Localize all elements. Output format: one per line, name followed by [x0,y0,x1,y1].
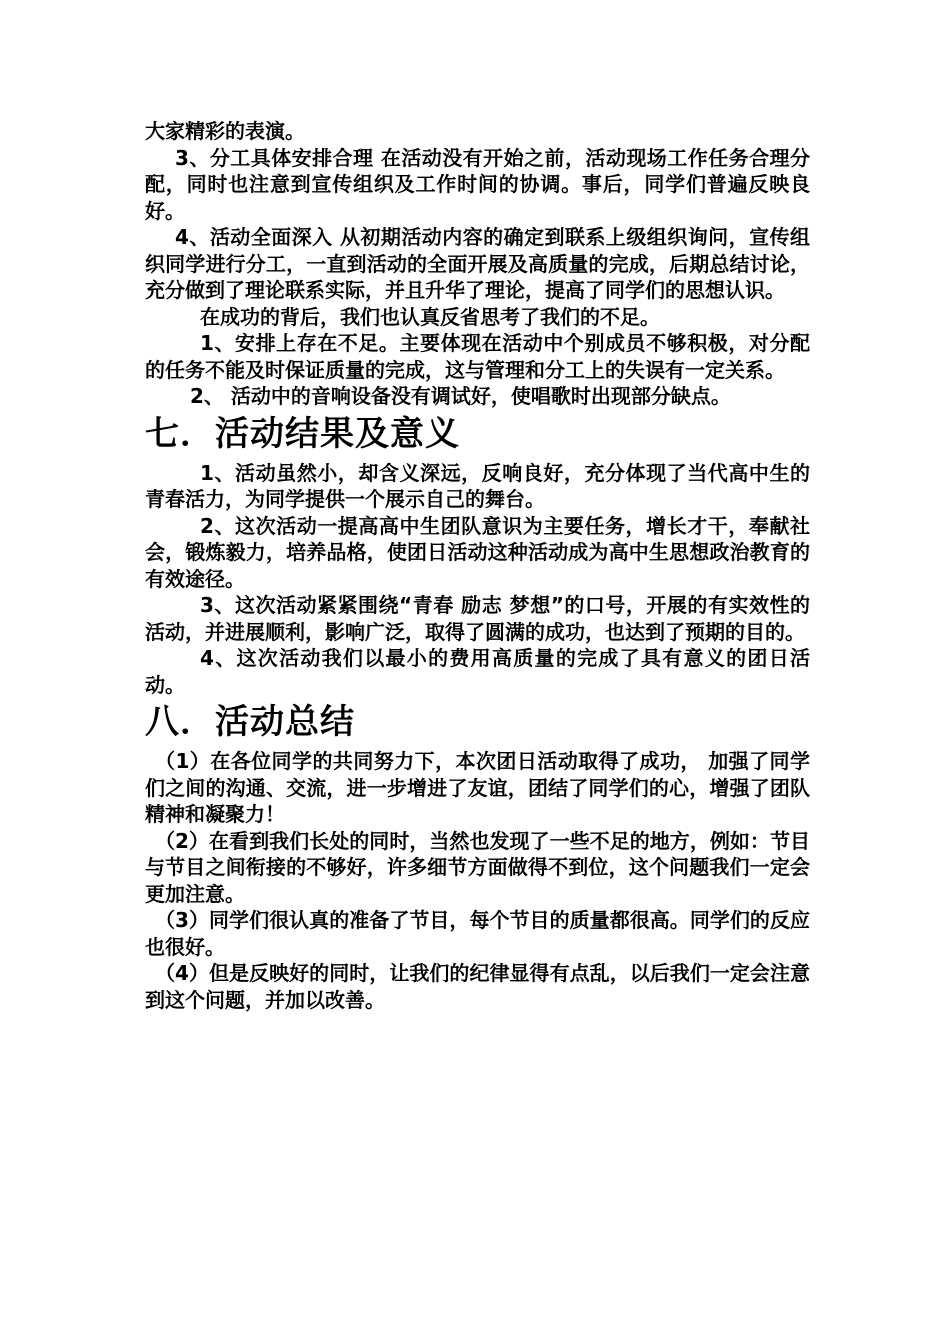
document-body [145,118,810,1013]
paragraph-point-4: 4、活动全面深入 从初期活动内容的确定到联系上级组织询问，宣传组织同学进行分工，一直到活动的全面开展及高质量的完成，后期总结讨论，充分做到了理论联系实际，并且升华了理论，提高了同学们的思想认识。 [145,225,810,302]
paragraph-shortcoming-2: 2、 活动中的音响设备没有调试好，使唱歌时出现部分缺点。 [190,384,731,408]
section-8-heading: 八．活动总结 [145,702,355,742]
section-7-item-3: 3、这次活动紧紧围绕“青春 励志 梦想”的口号，开展的有实效性的活动，并进展顺利，影响广泛，取得了圆满的成功，也达到了预期的目的。 [145,593,810,644]
paragraph-reflection-intro: 在成功的背后，我们也认真反省思考了我们的不足。 [200,304,660,329]
section-7-heading: 七．活动结果及意义 [145,413,460,454]
paragraph-shortcoming-1: 1、安排上存在不足。主要体现在活动中个别成员不够积极，对分配的任务不能及时保证质量的完成，这与管理和分工上的失误有一定关系。 [145,331,810,382]
section-8-item-4: （4）但是反映好的同时，让我们的纪律显得有点乱，以后我们一定会注意到这个问题，并加以改善。 [145,961,810,1012]
section-8-item-1: （1）在各位同学的共同努力下，本次团日活动取得了成功， 加强了同学们之间的沟通、交流，进一步增进了友谊，团结了同学们的心，增强了团队精神和凝聚力！ [145,749,810,826]
section-8-item-2: （2）在看到我们长处的同时，当然也发现了一些不足的地方，例如：节目与节目之间衔接的不够好，许多细节方面做得不到位，这个问题我们一定会更加注意。 [145,828,810,906]
section-7-item-4: 4、这次活动我们以最小的费用高质量的完成了具有意义的团日活动。 [145,646,810,697]
section-7-item-1: 1、活动虽然小，却含义深远，反响良好，充分体现了当代高中生的青春活力，为同学提供一个展示自己的舞台。 [145,460,810,511]
paragraph-continuation: 大家精彩的表演。 [145,119,305,143]
section-7-item-2: 2、这次活动一提高高中生团队意识为主要任务，增长才干，奉献社会，锻炼毅力，培养品格，使团日活动这种活动成为高中生思想政治教育的有效途径。 [145,513,810,591]
paragraph-point-3: 3、分工具体安排合理 在活动没有开始之前，活动现场工作任务合理分配，同时也注意到宣传组织及工作时间的协调。事后，同学们普遍反映良好。 [145,145,810,223]
section-8-item-3: （3）同学们很认真的准备了节目，每个节目的质量都很高。同学们的反应也很好。 [145,908,810,959]
